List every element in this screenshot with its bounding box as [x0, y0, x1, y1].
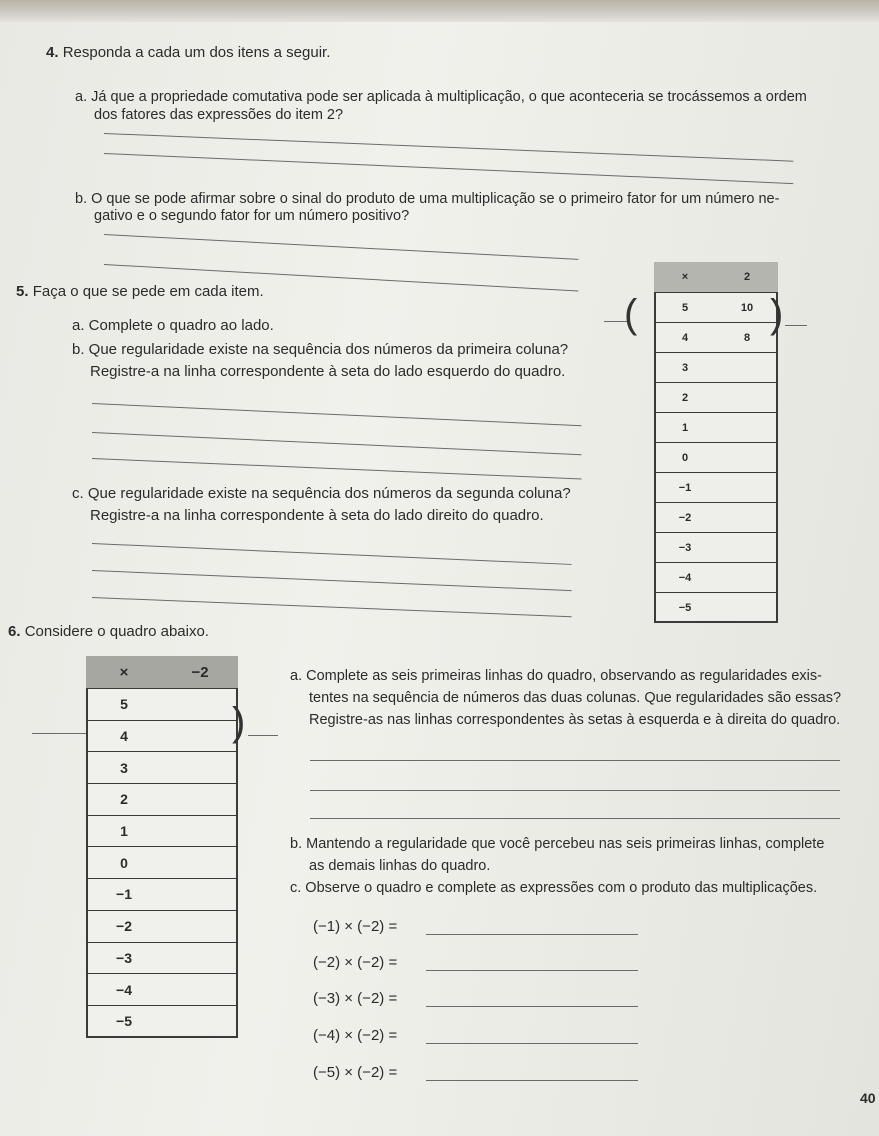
q6a-answer-line-3[interactable] — [310, 818, 840, 819]
table-row — [654, 533, 778, 563]
q5-right-arrow-line[interactable] — [785, 325, 807, 326]
q6-cell: −5 — [86, 1005, 162, 1037]
q6c-answer-1[interactable] — [426, 934, 638, 935]
q6c-expression-3: (−3) × (−2) = — [313, 990, 398, 1007]
q6-cell[interactable] — [162, 847, 238, 879]
table-row — [654, 593, 778, 623]
table-row — [654, 413, 778, 443]
q6-cell[interactable] — [162, 1005, 238, 1037]
table-row — [86, 752, 238, 784]
q5-cell: −2 — [654, 503, 716, 533]
q5-multiplication-table — [654, 262, 778, 623]
q5c-answer-line-3[interactable] — [92, 597, 572, 617]
q5-cell[interactable] — [716, 533, 778, 563]
q6-cell[interactable] — [162, 910, 238, 942]
q5b-line-2: Registre-a na linha correspondente à seta do lado esquerdo do quadro. — [90, 363, 566, 380]
table-row — [654, 503, 778, 533]
table-row — [86, 847, 238, 879]
q5-cell[interactable]: 10 — [716, 293, 778, 323]
q6b-line-1: b. Mantendo a regularidade que você percebeu nas seis primeiras linhas, complete — [290, 836, 825, 852]
q5c-answer-line-2[interactable] — [92, 570, 572, 591]
q5-left-arrow-icon: ( — [624, 292, 638, 336]
table-row — [86, 689, 238, 721]
q6-cell[interactable] — [162, 752, 238, 784]
q6-left-arrow-line[interactable] — [32, 733, 92, 734]
q5-cell[interactable] — [716, 353, 778, 383]
q6-cell: 3 — [86, 752, 162, 784]
q6-number: 6. — [8, 623, 21, 640]
q5-right-arrow-icon: ) — [770, 292, 784, 336]
q6c-answer-4[interactable] — [426, 1043, 638, 1044]
q6-header-factor: −2 — [162, 656, 238, 689]
table-row — [86, 910, 238, 942]
q5-heading — [16, 282, 264, 301]
q6-header-times: × — [86, 656, 162, 689]
q6b-line-2: as demais linhas do quadro. — [309, 858, 491, 874]
q6-cell[interactable] — [162, 720, 238, 752]
page-top-edge — [0, 0, 879, 22]
table-row — [86, 784, 238, 816]
q6-cell: 4 — [86, 720, 162, 752]
table-row — [654, 323, 778, 353]
q6c-expression-4: (−4) × (−2) = — [313, 1027, 398, 1044]
q5-header-times: × — [654, 262, 716, 293]
q5-cell[interactable] — [716, 413, 778, 443]
q6-cell: 0 — [86, 847, 162, 879]
q6-heading — [8, 622, 209, 641]
table-row — [654, 383, 778, 413]
q5-cell[interactable] — [716, 383, 778, 413]
q4a-line-2: dos fatores das expressões do item 2? — [94, 107, 344, 123]
q5b-answer-line-1[interactable] — [92, 403, 582, 426]
q6-cell[interactable] — [162, 942, 238, 974]
q5c-answer-line-1[interactable] — [92, 543, 572, 565]
table-row — [654, 473, 778, 503]
q6-cell[interactable] — [162, 815, 238, 847]
page-number: 40 — [860, 1090, 876, 1106]
q5-cell: 3 — [654, 353, 716, 383]
q5-cell[interactable] — [716, 473, 778, 503]
q6a-line-2: tentes na sequência de números das duas colunas. Que regularidades são essas? — [309, 690, 842, 706]
q5-cell[interactable] — [716, 443, 778, 473]
q5-number: 5. — [16, 283, 29, 300]
table-row — [654, 563, 778, 593]
q6c-expression-5: (−5) × (−2) = — [313, 1064, 398, 1081]
q6a-answer-line-2[interactable] — [310, 790, 840, 791]
q6a-answer-line-1[interactable] — [310, 760, 840, 761]
q6c-text: c. Observe o quadro e complete as expressões com o produto das multiplicações. — [290, 880, 818, 896]
q5b-answer-line-3[interactable] — [92, 458, 582, 480]
q6-cell[interactable] — [162, 974, 238, 1006]
table-row — [86, 942, 238, 974]
q6-table-header — [86, 656, 238, 689]
q6c-expression-1: (−1) × (−2) = — [313, 918, 398, 935]
q5-cell: 5 — [654, 293, 716, 323]
q6-title: Considere o quadro abaixo. — [24, 623, 209, 640]
q6-cell: −4 — [86, 974, 162, 1006]
q4b-answer-line-1[interactable] — [104, 234, 578, 260]
q6-multiplication-table — [86, 656, 238, 1038]
q5-cell[interactable] — [716, 593, 778, 623]
table-row — [86, 1005, 238, 1037]
q6-cell[interactable] — [162, 879, 238, 911]
table-row — [86, 720, 238, 752]
table-row — [654, 353, 778, 383]
q4a-line-1: a. Já que a propriedade comutativa pode ser aplicada à multiplicação, o que aconteceria se trocássemos a ordem — [75, 89, 807, 105]
table-row — [654, 293, 778, 323]
q6-cell: 1 — [86, 815, 162, 847]
q6c-expression-2: (−2) × (−2) = — [313, 954, 398, 971]
q5-cell: −4 — [654, 563, 716, 593]
q5-cell: 0 — [654, 443, 716, 473]
q5-title: Faça o que se pede em cada item. — [32, 283, 264, 300]
q5-cell[interactable]: 8 — [716, 323, 778, 353]
q6-cell: 5 — [86, 689, 162, 721]
q5c-line-2: Registre-a na linha correspondente à seta do lado direito do quadro. — [90, 507, 544, 524]
q6-cell: −1 — [86, 879, 162, 911]
q6-cell: −2 — [86, 910, 162, 942]
q4a-answer-line-1[interactable] — [104, 153, 793, 184]
table-row — [86, 815, 238, 847]
q5b-answer-line-2[interactable] — [92, 432, 582, 455]
table-row — [86, 879, 238, 911]
q4b-line-1: b. O que se pode afirmar sobre o sinal do produto de uma multiplicação se o primeiro fator for um número ne- — [75, 191, 780, 207]
q6-cell[interactable] — [162, 689, 238, 721]
q4b-line-2: gativo e o segundo fator for um número positivo? — [94, 208, 410, 224]
q6-right-arrow-icon: ) — [232, 700, 246, 744]
q5c-line-1: c. Que regularidade existe na sequência dos números da segunda coluna? — [72, 485, 571, 502]
q5-cell: −5 — [654, 593, 716, 623]
q6c-answer-3[interactable] — [426, 1006, 638, 1007]
q6a-line-1: a. Complete as seis primeiras linhas do quadro, observando as regularidades exis- — [290, 668, 822, 684]
table-row — [654, 443, 778, 473]
q5-cell[interactable] — [716, 503, 778, 533]
q5-cell[interactable] — [716, 563, 778, 593]
q5-header-factor: 2 — [716, 262, 778, 293]
q4-number: 4. — [46, 44, 59, 61]
q6-cell[interactable] — [162, 784, 238, 816]
q5b-line-1: b. Que regularidade existe na sequência dos números da primeira coluna? — [72, 341, 569, 358]
q6-cell: 2 — [86, 784, 162, 816]
q5-cell: 4 — [654, 323, 716, 353]
q5-cell: 1 — [654, 413, 716, 443]
q5-cell: 2 — [654, 383, 716, 413]
table-row — [86, 974, 238, 1006]
q6c-answer-5[interactable] — [426, 1080, 638, 1081]
q6a-line-3: Registre-as nas linhas correspondentes às setas à esquerda e à direita do quadro. — [309, 712, 841, 728]
q6-right-arrow-line[interactable] — [248, 735, 278, 736]
q5-cell: −1 — [654, 473, 716, 503]
q5-cell: −3 — [654, 533, 716, 563]
q6c-answer-2[interactable] — [426, 970, 638, 971]
q5-table-header — [654, 262, 778, 293]
q6-cell: −3 — [86, 942, 162, 974]
q4-title: Responda a cada um dos itens a seguir. — [62, 44, 331, 61]
q5a-text: a. Complete o quadro ao lado. — [72, 317, 274, 334]
q4-heading — [46, 43, 330, 62]
